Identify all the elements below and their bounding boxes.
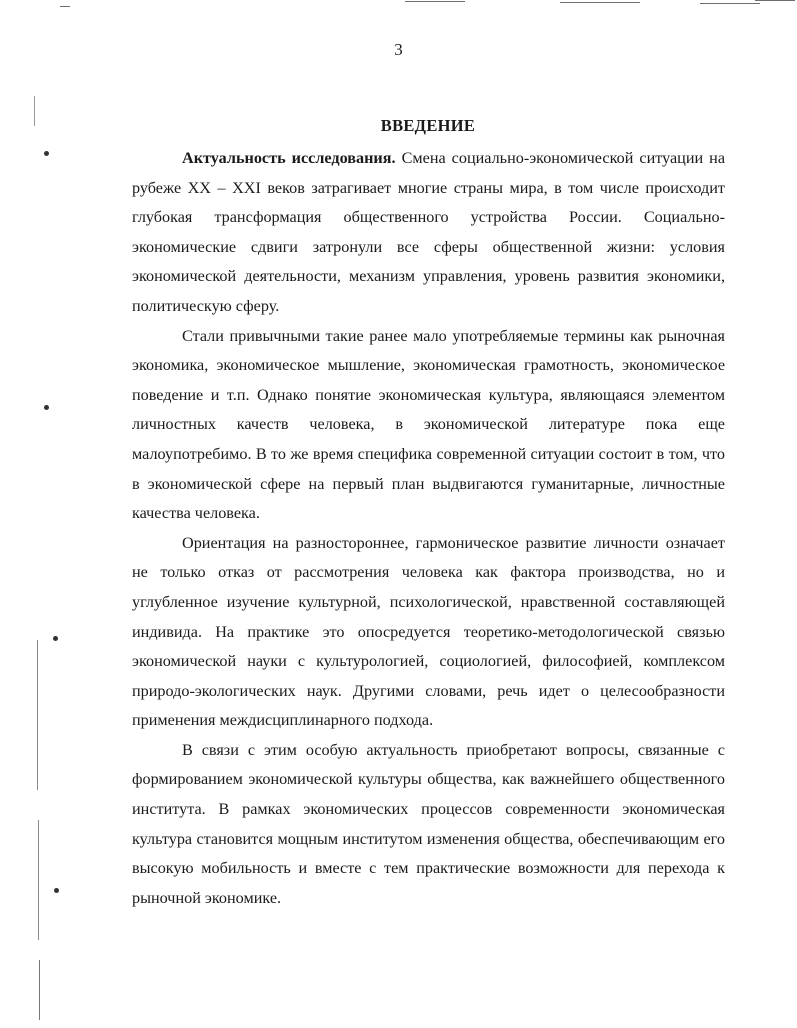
scan-line-top-4 <box>700 3 760 4</box>
paragraph-orientation: Ориентация на разностороннее, гармоническое развитие личности означает не только отказ от рассмотрения человека как фактора производства, но и углубленное изучение культурной, психологической, нравственной составляющей индивида. На практике это опосредуется теоретико-методологической связью экономической науки с культурологией, социологией, философией, комплексом природо-экологических наук. Другими словами, речь идет о целесообразности применения междисциплинарного подхода. <box>132 533 725 730</box>
scan-line-left-1 <box>34 96 35 126</box>
scan-line-top-1 <box>60 6 70 7</box>
punch-mark-2 <box>44 405 49 410</box>
scan-line-top-2 <box>405 1 465 2</box>
paragraph-terms: Стали привычными такие ранее мало употребляемые термины как рыночная экономика, экономическое мышление, экономическая грамотность, экономическое поведение и т.п. Однако понятие экономическая культура, являющаяся элементом личностных качеств человека, в экономической литературе пока еще малоупотребимо. В то же время специфика современной ситуации состоит в том, что в экономической сфере на первый план выдвигаются гуманитарные, личностные качества человека. <box>132 326 725 523</box>
punch-mark-3 <box>53 636 58 641</box>
punch-mark-1 <box>44 151 49 156</box>
page-number: 3 <box>394 40 403 59</box>
scan-line-left-3 <box>38 820 39 940</box>
body-text <box>132 144 725 913</box>
punch-mark-4 <box>54 888 59 893</box>
scan-line-top-3 <box>560 2 640 3</box>
scan-line-left-2 <box>37 640 38 790</box>
paragraph-relevance <box>132 144 725 322</box>
paragraph-economic-culture: В связи с этим особую актуальность приобретают вопросы, связанные с формированием экономической культуры общества, как важнейшего общественного института. В рамках экономических процессов современности экономическая культура становится мощным институтом изменения общества, обеспечивающим его высокую мобильность и вместе с тем практические возможности для перехода к рыночной экономике. <box>132 740 725 907</box>
paragraph-lead: Актуальность исследования. <box>182 149 396 167</box>
paragraph-text: Смена социально-экономической ситуации на рубеже XX – XXI веков затрагивает многие страны мира, в том числе происходит глубокая трансформация общественного устройства России. Социально-экономические сдвиги затронули все сферы общественной жизни: условия экономической деятельности, механизм управления, уровень развития экономики, политическую сферу. <box>132 149 725 315</box>
scan-line-top-5 <box>755 0 795 1</box>
scan-line-left-4 <box>39 960 40 1020</box>
section-title: ВВЕДЕНИЕ <box>380 116 476 135</box>
